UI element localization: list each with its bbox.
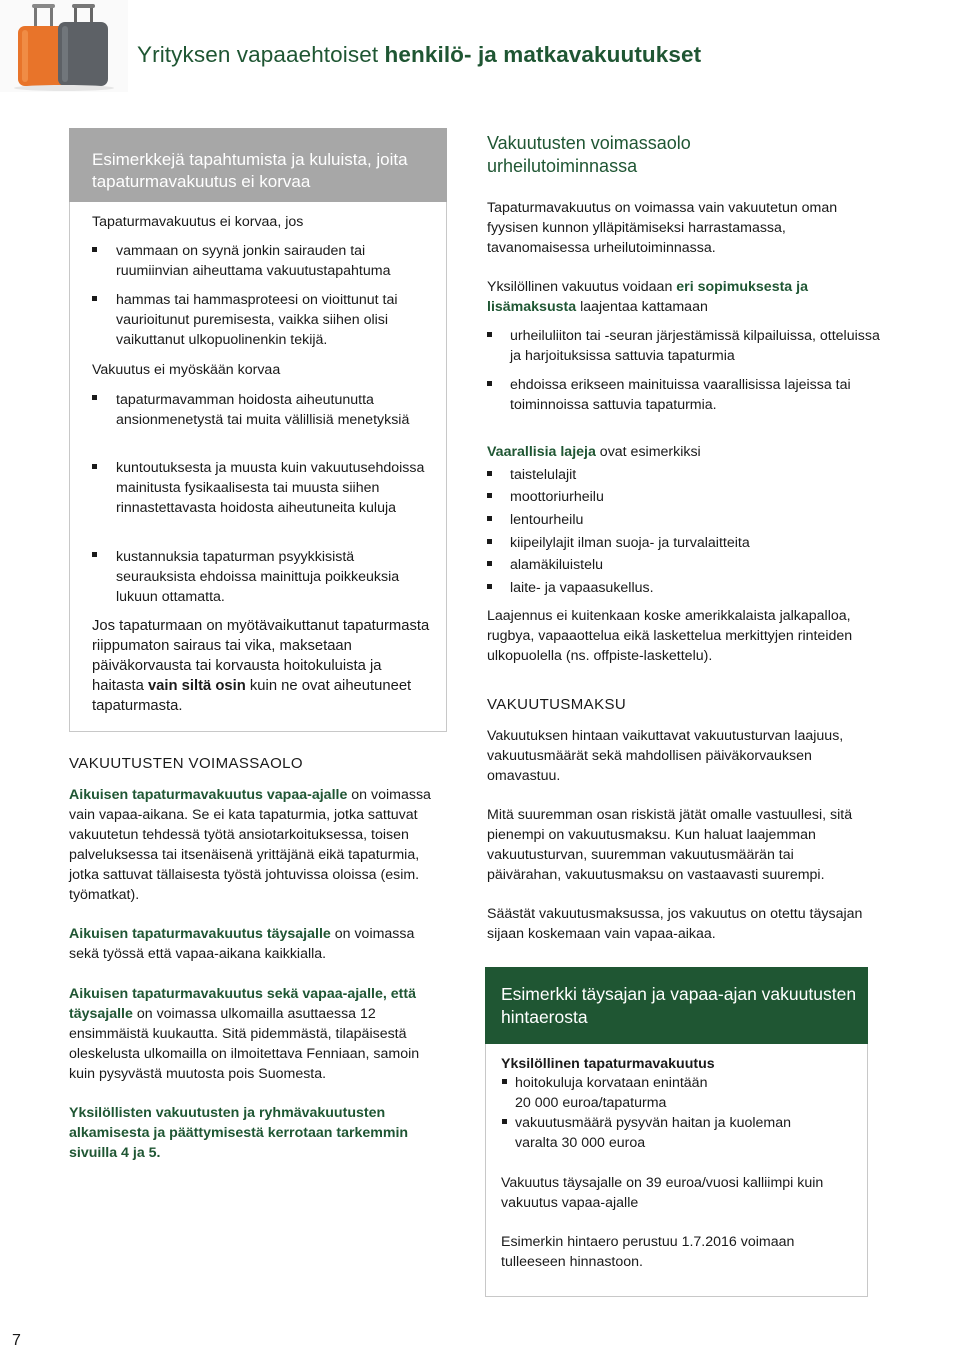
exclusions-intro-2: Vakuutus ei myöskään korvaa bbox=[92, 362, 281, 378]
premium-paragraph-3: Säästät vakuutusmaksussa, jos vakuutus on otettu täysajan sijaan koskemaan vain vapaa-aikaa. bbox=[487, 906, 863, 942]
list-item: moottoriurheilu bbox=[510, 489, 604, 505]
bullet-icon bbox=[502, 1079, 507, 1084]
list-item: taistelulajit bbox=[510, 467, 577, 483]
list-item: laite- ja vapaasukellus. bbox=[510, 580, 654, 596]
example-subhead: Yksilöllinen tapaturmavakuutus bbox=[501, 1056, 715, 1072]
list-item: 20 000 euroa/tapaturma bbox=[515, 1095, 667, 1111]
bullet-icon bbox=[92, 296, 97, 301]
bullet-icon bbox=[487, 332, 492, 337]
bullet-icon bbox=[487, 471, 492, 476]
bullet-icon bbox=[92, 464, 97, 469]
list-item: vammaan on syynä jonkin sairauden tai ruumiinvian aiheuttama vakuutustapahtuma bbox=[116, 243, 391, 279]
list-item: varalta 30 000 euroa bbox=[515, 1135, 646, 1151]
page-number: 7 bbox=[12, 1332, 21, 1349]
list-item: kuntoutuksesta ja muusta kuin vakuutusehdoissa mainitusta fysikaalisesta tai muusta siihen rinnastettavasta hoidosta aiheutuneita kuluja bbox=[116, 460, 425, 516]
bullet-icon bbox=[92, 552, 97, 557]
premium-paragraph-1: Vakuutuksen hintaan vaikuttavat vakuutusturvan laajuus, vakuutusmäärät sekä mahdollisen päiväkorvauksen omavastuu. bbox=[487, 728, 844, 784]
bullet-icon bbox=[487, 561, 492, 566]
sports-paragraph-4: Laajennus ei kuitenkaan koske amerikkalaista jalkapalloa, rugbya, vapaaottelua eikä laskettelua merkittyjen rinteiden ulkopuolella (ns. offpiste-laskettelu). bbox=[487, 608, 853, 664]
exclusions-box-title: Esimerkkejä tapahtumista ja kuluista, joita tapaturmavakuutus ei korvaa bbox=[92, 150, 408, 191]
bullet-icon bbox=[92, 247, 97, 252]
exclusions-intro: Tapaturmavakuutus ei korvaa, jos bbox=[92, 214, 304, 230]
page-title: Yrityksen vapaaehtoiset henkilö- ja matkavakuutukset bbox=[137, 42, 702, 67]
bullet-icon bbox=[487, 539, 492, 544]
list-item: kiipeilylajit ilman suoja- ja turvalaitteita bbox=[510, 535, 750, 551]
list-item: vakuutusmäärä pysyvän haitan ja kuoleman bbox=[515, 1115, 792, 1131]
list-item: lentourheilu bbox=[510, 512, 584, 528]
example-paragraph-1: Vakuutus täysajalle on 39 euroa/vuosi kalliimpi kuin vakuutus vapaa-ajalle bbox=[501, 1175, 824, 1211]
premium-heading: VAKUUTUSMAKSU bbox=[487, 696, 627, 713]
validity-heading: VAKUUTUSTEN VOIMASSAOLO bbox=[69, 755, 303, 772]
suitcases-image bbox=[0, 0, 128, 92]
validity-paragraph-2: Aikuisen tapaturmavakuutus täysajalle on voimassa sekä työssä että vapaa-aikana kaikkialla. bbox=[69, 926, 415, 962]
list-item: urheiluliiton tai -seuran järjestämissä kilpailuissa, otteluissa ja harjoituksissa sattuvia tapaturmia bbox=[510, 328, 880, 364]
validity-paragraph-4: Yksilöllisten vakuutusten ja ryhmävakuutusten alkamisesta ja päättymisestä kerrotaan tarkemmin sivuilla 4 ja 5. bbox=[69, 1105, 409, 1161]
sports-heading: Vakuutusten voimassaolo urheilutoiminnassa bbox=[487, 133, 691, 176]
bullet-icon bbox=[92, 395, 97, 400]
bullet-icon bbox=[487, 493, 492, 498]
validity-paragraph-3: Aikuisen tapaturmavakuutus sekä vapaa-ajalle, että täysajalle on voimassa ulkomailla asuttaessa 12 ensimmäistä kuukautta. Sitä pidemmästä, tilapäisestä oleskelusta ulkomailla on ilmoitettava Fenniaan, samoin kuin pysyvästä muutosta pois Suomesta. bbox=[69, 986, 420, 1082]
premium-paragraph-2: Mitä suuremman osan riskistä jätät omalle vastuullesi, sitä pienempi on vakuutusmaksu. Kun haluat laajemman vakuutusturvan, suuremman vakuutusmäärän tai päivärahan, vakuutusmaksu on vastaavasti suurempi. bbox=[487, 807, 853, 883]
bullet-icon bbox=[487, 516, 492, 521]
sports-paragraph-1: Tapaturmavakuutus on voimassa vain vakuutetun oman fyysisen kunnon ylläpitämiseksi harrastamassa, tavanomaisessa urheilutoiminnassa. bbox=[487, 200, 838, 256]
list-item: kustannuksia tapaturman psyykkisistä seurauksista ehdoissa mainittuja poikkeuksia lukuun ottamatta. bbox=[116, 549, 400, 605]
list-item: hammas tai hammasproteesi on vioittunut tai vaurioitunut puremisesta, vaikka siihen olisi vaikuttanut ulkopuolinenkin tekijä. bbox=[116, 292, 398, 348]
validity-paragraph-1: Aikuisen tapaturmavakuutus vapaa-ajalle on voimassa vain vapaa-aikana. Se ei kata tapaturmia, jotka sattuvat vakuutetun tehdessä työtä ansiotarkoituksessa, toisen palveluksessa tai itsenäisenä yrittäjänä eikä tapaturmia, jotka sattuvat tällaisesta työstä johtuvissa oloissa (esim. työmatkat). bbox=[69, 787, 431, 903]
list-item: hoitokuluja korvataan enintään bbox=[515, 1075, 708, 1091]
sports-paragraph-2: Yksilöllinen vakuutus voidaan eri sopimuksesta ja lisämaksusta laajentaa kattamaan bbox=[487, 279, 808, 315]
list-item: alamäkiluistelu bbox=[510, 557, 604, 573]
list-item: tapaturmavamman hoidosta aiheutunutta ansionmenetystä tai muita välillisiä menetyksiä bbox=[116, 392, 410, 428]
example-paragraph-2: Esimerkin hintaero perustuu 1.7.2016 voimaan tulleeseen hinnastoon. bbox=[501, 1234, 795, 1270]
list-item: ehdoissa erikseen mainituissa vaarallisissa lajeissa tai toiminnoissa sattuvia tapaturmia. bbox=[510, 377, 851, 413]
example-box-title: Esimerkki täysajan ja vapaa-ajan vakuutusten hintaerosta bbox=[501, 984, 857, 1027]
bullet-icon bbox=[502, 1119, 507, 1124]
sports-paragraph-3: Vaarallisia lajeja ovat esimerkiksi bbox=[487, 444, 701, 460]
bullet-icon bbox=[487, 584, 492, 589]
exclusions-paragraph: Jos tapaturmaan on myötävaikuttanut tapaturmasta riippumaton sairaus tai vika, maksetaan päiväkorvausta tai korvausta hoitokuluista ja haitasta vain siltä osin kuin ne ovat aiheutuneet tapaturmasta. bbox=[92, 618, 430, 714]
bullet-icon bbox=[487, 381, 492, 386]
